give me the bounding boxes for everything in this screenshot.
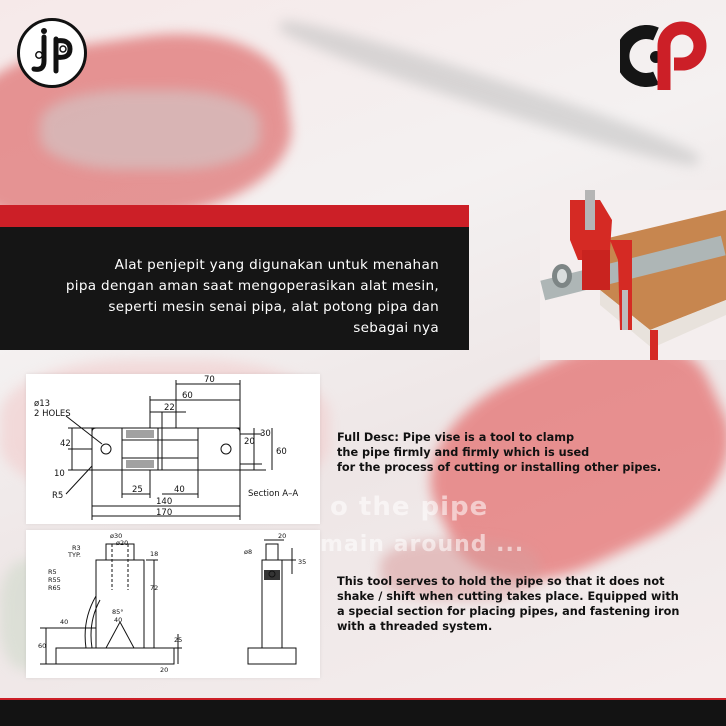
- description-line: shake / shift when cutting takes place. Equipped with: [337, 590, 679, 603]
- background-vise-shape: [40, 90, 260, 170]
- dim-60: 60: [182, 391, 193, 401]
- description-line: Full Desc: Pipe vise is a tool to clamp: [337, 431, 575, 444]
- dim-hole-diameter: ø13: [34, 399, 51, 409]
- dim-phi8: ø8: [244, 548, 253, 556]
- cp-logo-mark: [620, 20, 710, 92]
- dim-60-right: 60: [276, 447, 287, 457]
- dim-30: 30: [260, 429, 271, 439]
- dim-r65: R65: [48, 584, 61, 592]
- dim-10: 10: [54, 469, 65, 479]
- dim-20: 20: [244, 437, 255, 447]
- section-label: Section A–A: [248, 489, 299, 499]
- description-line: the pipe firmly and firmly which is used: [337, 446, 590, 459]
- dim-60: 60: [38, 642, 47, 650]
- description-line: This tool serves to hold the pipe so that it does not: [337, 575, 665, 588]
- banner: [0, 227, 469, 350]
- jp-logo-mark: [20, 21, 84, 85]
- banner-line: Alat penjepit yang digunakan untuk menahan: [114, 257, 439, 273]
- dim-170: 170: [156, 508, 173, 518]
- dim-140: 140: [156, 497, 173, 507]
- dim-40-left: 40: [60, 618, 69, 626]
- pipe-vise-illustration: [540, 190, 726, 360]
- dim-42: 42: [60, 439, 71, 449]
- cp-logo: [620, 20, 710, 92]
- technical-drawing-top-view: [26, 374, 320, 524]
- dim-r5: R5: [48, 568, 57, 576]
- usage-description: [337, 574, 707, 634]
- dim-70: 70: [204, 375, 215, 385]
- background-caption: o the pipe: [330, 492, 489, 522]
- dim-20-right: 20: [278, 532, 287, 540]
- dim-r5: R5: [52, 491, 64, 501]
- dim-phi20: ø20: [116, 539, 129, 547]
- banner-line: sebagai nya: [353, 320, 439, 336]
- dim-holes-count: 2 HOLES: [34, 409, 71, 419]
- dim-40-center: 40: [114, 616, 123, 624]
- dim-r55: R55: [48, 576, 61, 584]
- dim-72: 72: [150, 584, 159, 592]
- dim-18: 18: [150, 550, 159, 558]
- full-description: [337, 430, 707, 475]
- dim-35: 35: [298, 558, 307, 566]
- technical-drawing-side-views: [26, 530, 320, 678]
- dim-25: 25: [132, 485, 143, 495]
- product-photo: [540, 190, 726, 360]
- background-caption: main around ...: [320, 532, 525, 557]
- dim-20-bottom: 20: [160, 666, 169, 674]
- dim-r3: R3: [72, 544, 81, 552]
- dim-22: 22: [164, 403, 175, 413]
- banner-line: seperti mesin senai pipa, alat potong pipa dan: [108, 299, 439, 315]
- dim-phi30: ø30: [110, 532, 123, 540]
- description-line: for the process of cutting or installing other pipes.: [337, 461, 662, 474]
- footer-bar: [0, 700, 726, 726]
- description-line: with a threaded system.: [337, 620, 493, 633]
- dim-typ: TYP.: [68, 551, 81, 559]
- banner-red-stripe: [0, 205, 469, 227]
- banner-text: [19, 255, 439, 339]
- description-line: a special section for placing pipes, and fastening iron: [337, 605, 680, 618]
- jp-logo: [17, 18, 87, 88]
- banner-line: pipa dengan aman saat mengoperasikan alat mesin,: [65, 278, 439, 294]
- dim-25: 25: [174, 636, 183, 644]
- dim-40: 40: [174, 485, 185, 495]
- dim-85-deg: 85°: [112, 608, 124, 616]
